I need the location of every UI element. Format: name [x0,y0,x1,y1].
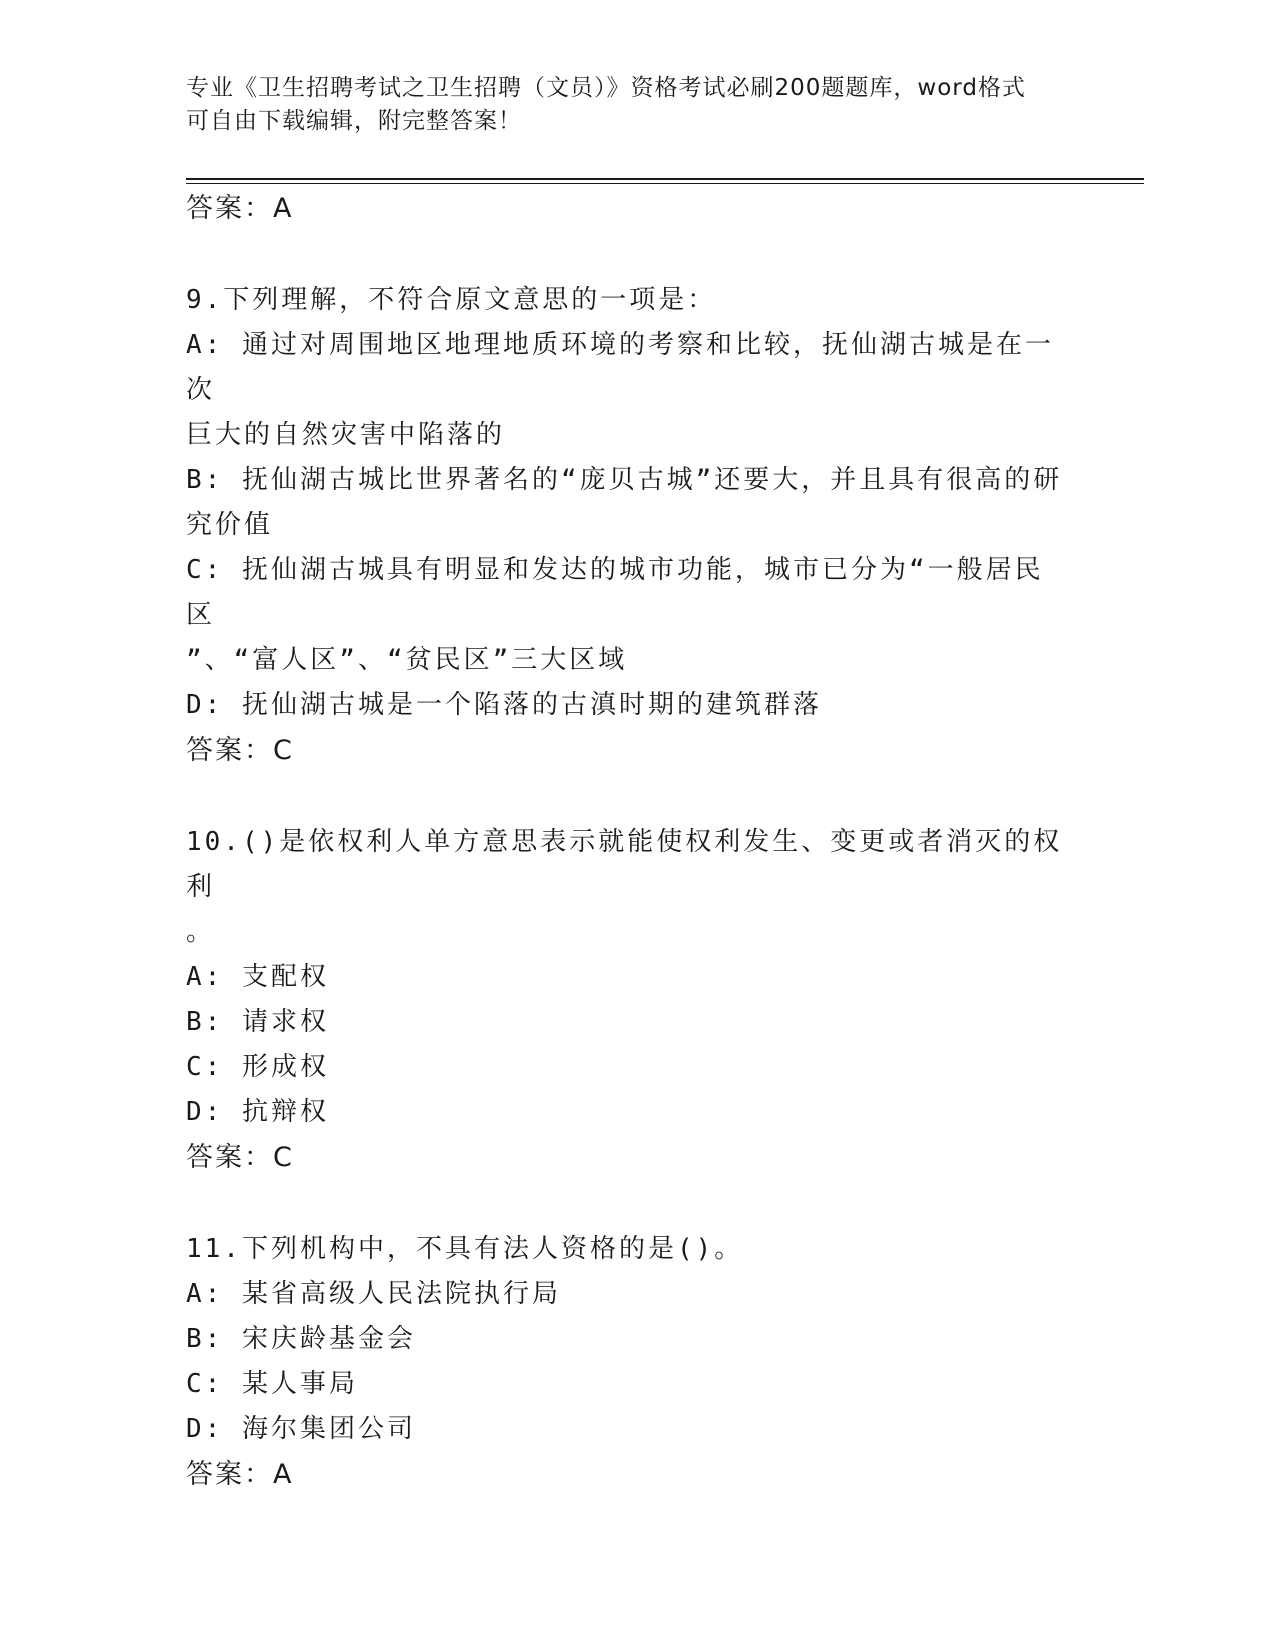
previous-answer: 答案：A [186,193,294,224]
page-header [186,72,1066,138]
question-9-option-a-line-1: A: 通过对周围地区地理地质环境的考察和比较，抚仙湖古城是在一次 [186,330,1054,405]
question-9-option-a-line-2: 巨大的自然灾害中陷落的 [186,420,506,450]
question-11-option-a: A: 某省高级人民法院执行局 [186,1279,561,1309]
question-9 [186,278,1066,773]
question-10-option-d: D: 抗辩权 [186,1097,329,1127]
question-11-answer: 答案：A [186,1459,294,1490]
question-10-option-c: C: 形成权 [186,1052,329,1082]
question-10-answer: 答案：C [186,1142,294,1173]
question-9-answer: 答案：C [186,735,294,766]
question-10-option-a: A: 支配权 [186,962,329,992]
question-9-option-b-line-2: 究价值 [186,510,274,540]
question-10-option-b: B: 请求权 [186,1007,329,1037]
question-11 [186,1227,1066,1497]
header-rule-thick [186,178,1144,180]
question-9-stem: 9.下列理解，不符合原文意思的一项是： [186,285,717,315]
question-9-option-b-line-1: B: 抚仙湖古城比世界著名的“庞贝古城”还要大，并且具有很高的研 [186,465,1063,495]
question-11-stem: 11.下列机构中，不具有法人资格的是()。 [186,1234,744,1264]
question-10-stem-line-2: 。 [186,917,216,947]
header-line-1: 专业《卫生招聘考试之卫生招聘（文员）》资格考试必刷200题题库，word格式 [186,75,1026,101]
question-9-option-c-line-1: C: 抚仙湖古城具有明显和发达的城市功能，城市已分为“一般居民区 [186,555,1044,630]
question-9-option-d: D: 抚仙湖古城是一个陷落的古滇时期的建筑群落 [186,690,822,720]
question-10 [186,820,1066,1180]
header-rule-thin [186,183,1144,184]
question-11-option-c: C: 某人事局 [186,1369,358,1399]
question-11-option-b: B: 宋庆龄基金会 [186,1324,416,1354]
question-10-stem-line-1: 10.()是依权利人单方意思表示就能使权利发生、变更或者消灭的权利 [186,827,1063,902]
question-9-option-c-line-2: ”、“富人区”、“贫民区”三大区域 [186,645,628,675]
header-line-2: 可自由下载编辑，附完整答案！ [186,108,522,134]
question-11-option-d: D: 海尔集团公司 [186,1414,416,1444]
document-body [186,186,1066,1497]
